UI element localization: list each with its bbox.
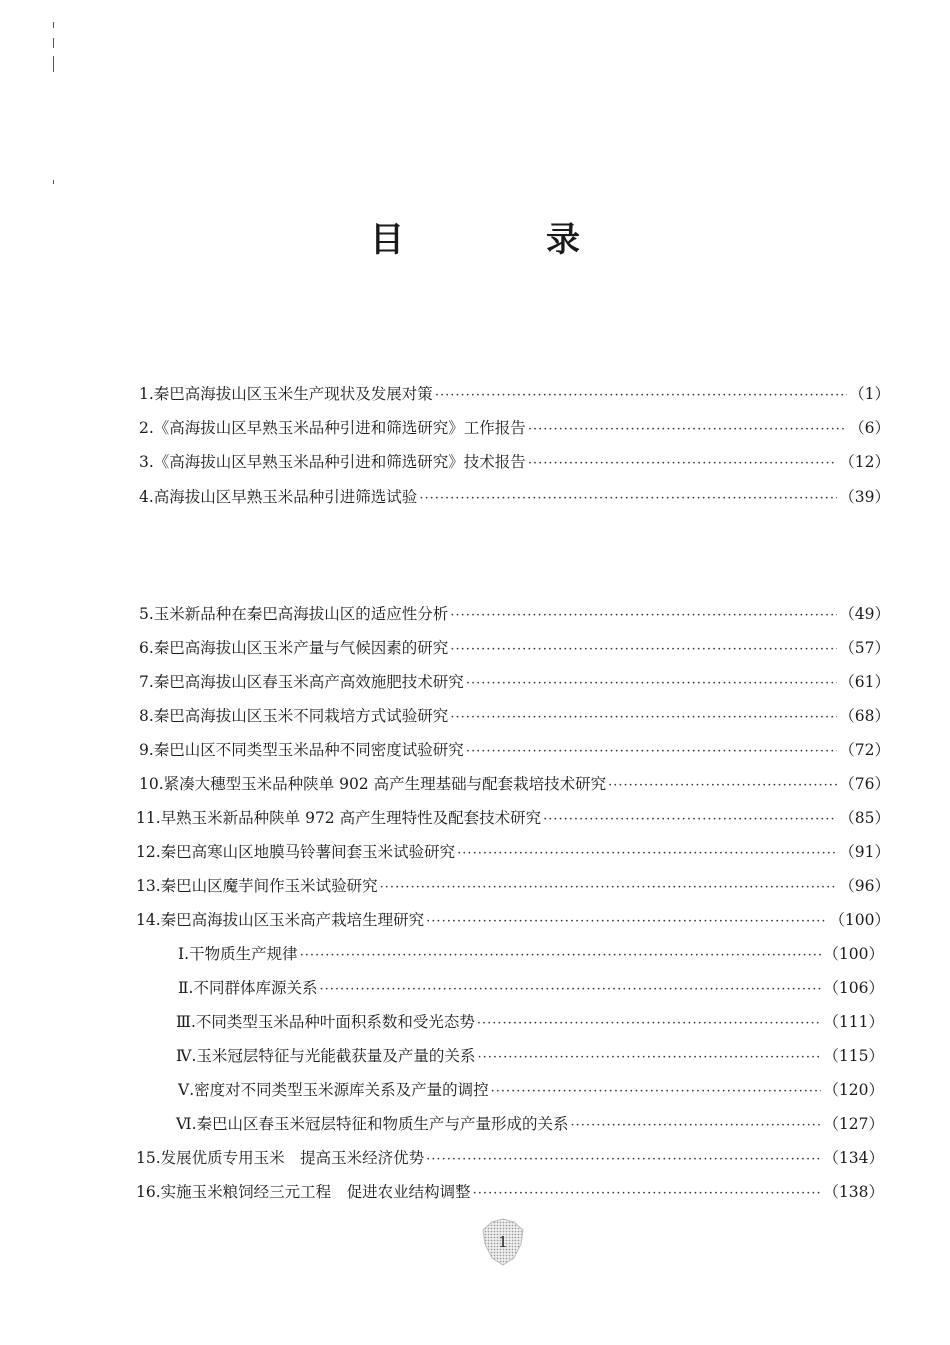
entry-number: Ⅰ.	[178, 945, 190, 963]
leader-dots	[419, 486, 837, 512]
entry-number: 4.	[139, 488, 154, 506]
entry-page: （61）	[839, 673, 890, 691]
entry-page: （115）	[823, 1047, 884, 1065]
toc-entry-10[interactable]	[139, 771, 890, 797]
entry-number: 7.	[139, 673, 154, 691]
entry-page: （134）	[823, 1149, 884, 1167]
toc-subentry-2[interactable]	[178, 975, 884, 1001]
leader-dots	[473, 1181, 822, 1207]
scan-edge-mark	[53, 56, 54, 72]
entry-page: （39）	[839, 488, 890, 506]
toc-entry-12[interactable]	[136, 839, 890, 865]
toc-entry-2[interactable]	[139, 415, 890, 441]
entry-title: 玉米新品种在秦巴高海拔山区的适应性分析	[153, 605, 449, 623]
leader-dots	[450, 705, 837, 731]
entry-page: （6）	[849, 419, 890, 437]
entry-number: 5.	[139, 605, 154, 623]
leader-dots	[319, 977, 821, 1003]
entry-number: Ⅵ.	[176, 1115, 197, 1133]
entry-page: （100）	[829, 911, 890, 929]
toc-entry-4[interactable]	[139, 484, 890, 510]
page-title: 目 录	[370, 220, 634, 260]
entry-number: 9.	[139, 741, 154, 759]
entry-page: （12）	[839, 453, 890, 471]
entry-title: 秦巴山区不同类型玉米品种不同密度试验研究	[153, 741, 464, 759]
entry-title: 《高海拔山区早熟玉米品种引进和筛选研究》工作报告	[153, 419, 526, 437]
entry-page: （96）	[839, 877, 890, 895]
leader-dots	[543, 807, 837, 833]
entry-title: 密度对不同类型玉米源库关系及产量的调控	[194, 1081, 489, 1099]
entry-title: 秦巴山区春玉米冠层特征和物质生产与产量形成的关系	[196, 1115, 569, 1133]
scan-edge-mark	[53, 180, 54, 184]
leader-dots	[450, 637, 837, 663]
entry-number: 8.	[139, 707, 154, 725]
leader-dots	[450, 603, 837, 629]
entry-number: 13.	[136, 877, 161, 895]
page-number-badge	[481, 1218, 525, 1266]
entry-title: 《高海拔山区早熟玉米品种引进和筛选研究》技术报告	[153, 453, 526, 471]
entry-page: （100）	[823, 945, 884, 963]
toc-entry-14[interactable]	[136, 907, 890, 933]
toc-entry-1[interactable]	[139, 381, 890, 407]
entry-title: 不同类型玉米品种叶面积系数和受光态势	[195, 1013, 475, 1031]
entry-title: 秦巴山区魔芋间作玉米试验研究	[160, 877, 378, 895]
entry-title: 实施玉米粮饲经三元工程 促进农业结构调整	[160, 1183, 471, 1201]
leader-dots	[466, 739, 837, 765]
toc-subentry-5[interactable]	[178, 1077, 884, 1103]
entry-page: （106）	[823, 979, 884, 997]
entry-title: 发展优质专用玉米 提高玉米经济优势	[160, 1149, 425, 1167]
entry-number: 11.	[136, 809, 161, 827]
toc-subentry-6[interactable]	[176, 1111, 884, 1137]
leader-dots	[300, 943, 822, 969]
leader-dots	[608, 773, 837, 799]
entry-page: （91）	[839, 843, 890, 861]
entry-title: 紧凑大穗型玉米品种陕单 902 高产生理基础与配套栽培技术研究	[163, 775, 607, 793]
toc-entry-8[interactable]	[139, 703, 890, 729]
entry-title: 秦巴高海拔山区玉米不同栽培方式试验研究	[153, 707, 449, 725]
toc-subentry-4[interactable]	[176, 1043, 884, 1069]
entry-title: 早熟玉米新品种陕单 972 高产生理特性及配套技术研究	[160, 809, 542, 827]
scan-edge-mark	[53, 22, 54, 28]
toc-entry-9[interactable]	[139, 737, 890, 763]
entry-number: 16.	[136, 1183, 161, 1201]
entry-page: （138）	[823, 1183, 884, 1201]
entry-title: 玉米冠层特征与光能截获量及产量的关系	[196, 1047, 476, 1065]
toc-entry-16[interactable]	[136, 1179, 884, 1205]
leader-dots	[491, 1079, 822, 1105]
leader-dots	[528, 451, 837, 477]
leader-dots	[380, 875, 838, 901]
leader-dots	[477, 1011, 822, 1037]
page-number: 1	[498, 1233, 508, 1251]
entry-title: 秦巴高寒山区地膜马铃薯间套玉米试验研究	[160, 843, 456, 861]
toc-entry-3[interactable]	[139, 449, 890, 475]
toc-entry-11[interactable]	[136, 805, 890, 831]
entry-page: （72）	[839, 741, 890, 759]
entry-number: Ⅴ.	[178, 1081, 195, 1099]
leader-dots	[528, 417, 847, 443]
entry-number: 3.	[139, 453, 154, 471]
toc-entry-13[interactable]	[136, 873, 890, 899]
entry-number: 15.	[136, 1149, 161, 1167]
toc-entry-15[interactable]	[136, 1145, 884, 1171]
leader-dots	[466, 671, 837, 697]
entry-number: 6.	[139, 639, 154, 657]
leader-dots	[435, 383, 847, 409]
entry-title: 秦巴高海拔山区玉米产量与气候因素的研究	[153, 639, 449, 657]
entry-page: （85）	[839, 809, 890, 827]
entry-page: （68）	[839, 707, 890, 725]
toc-entry-5[interactable]	[139, 601, 890, 627]
scan-edge-mark	[53, 38, 54, 48]
entry-page: （120）	[823, 1081, 884, 1099]
leader-dots	[426, 909, 827, 935]
entry-page: （111）	[823, 1013, 884, 1031]
entry-page: （57）	[839, 639, 890, 657]
entry-title: 干物质生产规律	[189, 945, 298, 963]
toc-entry-7[interactable]	[139, 669, 890, 695]
entry-page: （1）	[849, 385, 890, 403]
entry-number: Ⅱ.	[178, 979, 194, 997]
toc-entry-6[interactable]	[139, 635, 890, 661]
entry-title: 高海拔山区早熟玉米品种引进筛选试验	[153, 488, 418, 506]
entry-number: 1.	[139, 385, 154, 403]
entry-title: 秦巴高海拔山区春玉米高产高效施肥技术研究	[153, 673, 464, 691]
entry-title: 秦巴高海拔山区玉米生产现状及发展对策	[153, 385, 433, 403]
entry-page: （127）	[823, 1115, 884, 1133]
entry-number: Ⅲ.	[176, 1013, 196, 1031]
entry-number: 10.	[139, 775, 164, 793]
entry-number: 12.	[136, 843, 161, 861]
toc-subentry-3[interactable]	[176, 1009, 884, 1035]
leader-dots	[426, 1147, 821, 1173]
leader-dots	[477, 1045, 821, 1071]
entry-page: （49）	[839, 605, 890, 623]
entry-number: Ⅳ.	[176, 1047, 197, 1065]
leader-dots	[571, 1113, 822, 1139]
entry-number: 14.	[136, 911, 161, 929]
entry-number: 2.	[139, 419, 154, 437]
entry-title: 秦巴高海拔山区玉米高产栽培生理研究	[160, 911, 425, 929]
entry-title: 不同群体库源关系	[193, 979, 318, 997]
toc-subentry-1[interactable]	[178, 941, 884, 967]
leader-dots	[457, 841, 837, 867]
entry-page: （76）	[839, 775, 890, 793]
